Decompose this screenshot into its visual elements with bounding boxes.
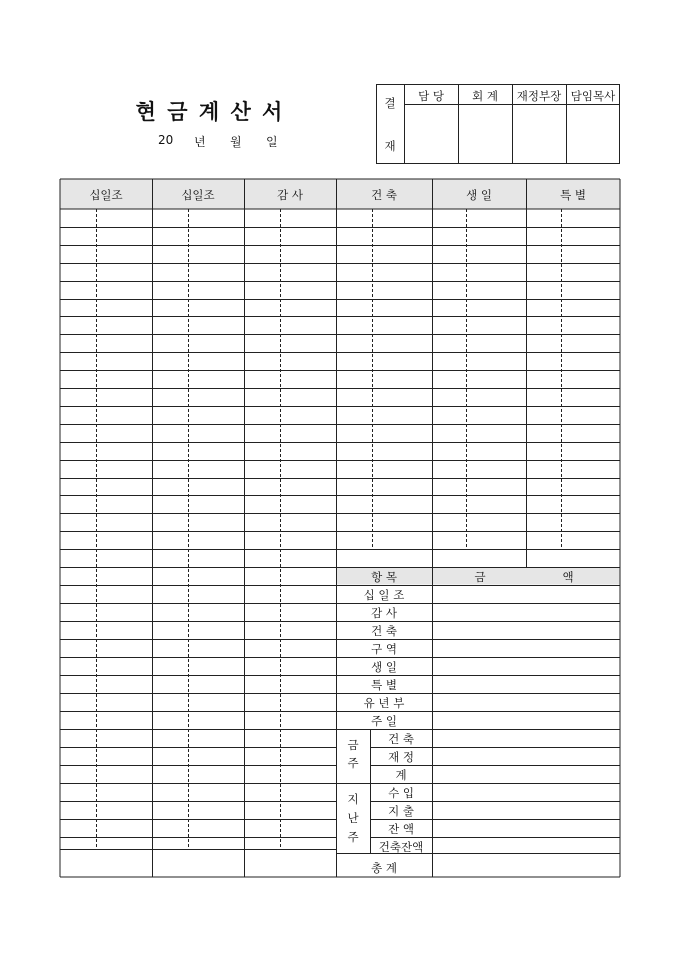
- ledger-col-thanks: 감 사: [277, 188, 303, 202]
- geumju-label-a: 금: [347, 738, 359, 752]
- date-year-label: 년: [194, 135, 206, 149]
- geumju-item: 건 축: [388, 732, 414, 746]
- geumju-item: 재 정: [388, 750, 414, 764]
- summary-item: 구 역: [371, 642, 397, 656]
- geumju-item: 계: [395, 768, 407, 782]
- jinanju-label-c: 주: [347, 830, 359, 844]
- jinanju-label-a: 지: [347, 792, 359, 806]
- approval-side-label-top: 결: [384, 96, 396, 110]
- geumju-label-b: 주: [347, 756, 359, 770]
- summary-item: 유 년 부: [363, 696, 405, 710]
- summary-item: 십 일 조: [363, 588, 405, 602]
- ledger-col-building: 건 축: [371, 188, 397, 202]
- ledger-col-tithe-1: 십일조: [89, 188, 123, 202]
- page-title: 현 금 계 산 서: [135, 99, 285, 124]
- jinanju-item: 잔 액: [388, 822, 414, 836]
- date-year-prefix: 20: [158, 133, 174, 147]
- approval-col-damim: 담임목사: [570, 89, 616, 103]
- date-day-label: 일: [266, 135, 278, 149]
- summary-header-amount-b: 액: [562, 570, 574, 584]
- ledger-col-tithe-2: 십일조: [181, 188, 215, 202]
- approval-col-hoegye: 회 계: [472, 89, 498, 103]
- summary-total: 총 계: [371, 861, 397, 875]
- jinanju-item: 지 출: [388, 804, 414, 818]
- ledger-col-special: 특 별: [560, 188, 586, 202]
- summary-item: 주 일: [371, 714, 397, 728]
- jinanju-label-b: 난: [347, 811, 359, 825]
- summary-item: 건 축: [371, 624, 397, 638]
- summary-header-amount-a: 금: [474, 570, 486, 584]
- approval-col-damdang: 담 당: [418, 89, 444, 103]
- summary-item: 특 별: [371, 678, 397, 692]
- approval-col-jaejeong: 재정부장: [516, 89, 562, 103]
- date-month-label: 월: [230, 135, 242, 149]
- jinanju-item: 건축잔액: [378, 840, 424, 854]
- summary-header-item: 항 목: [371, 570, 397, 584]
- jinanju-item: 수 입: [388, 786, 414, 800]
- approval-side-label-bottom: 재: [384, 139, 396, 153]
- ledger-col-birthday: 생 일: [466, 188, 492, 202]
- summary-item: 감 사: [371, 606, 397, 620]
- summary-item: 생 일: [371, 660, 397, 674]
